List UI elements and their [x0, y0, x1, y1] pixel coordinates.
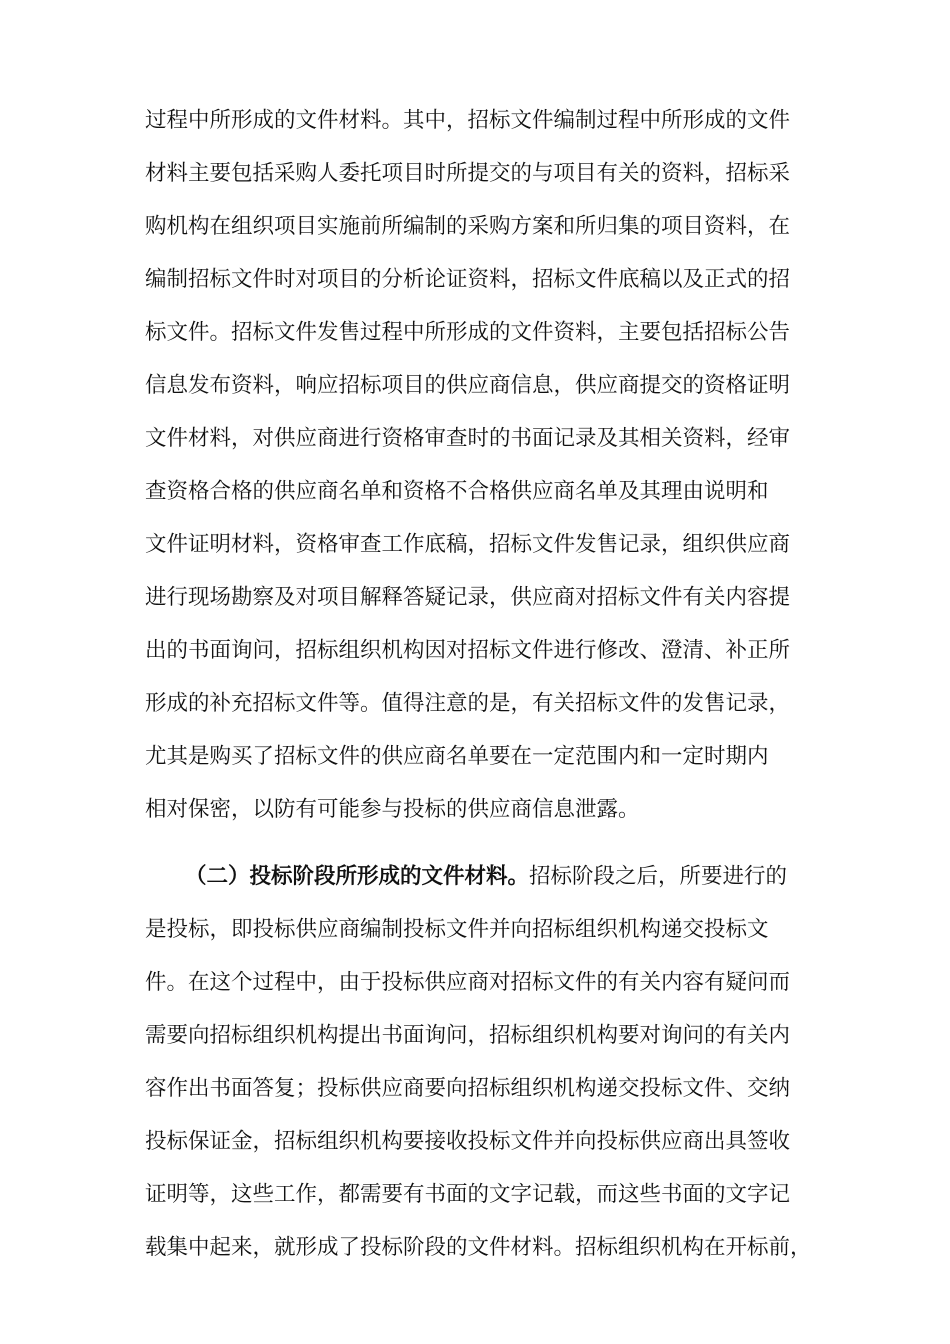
heading-continuation: 招标阶段之后，所要进行的	[529, 864, 788, 889]
paragraph-2-first-line	[185, 857, 835, 897]
text-line: 容作出书面答复；投标供应商要向招标组织机构递交投标文件、交纳	[145, 1076, 791, 1101]
text-line: 材料主要包括采购人委托项目时所提交的与项目有关的资料，招标采	[145, 161, 791, 186]
text-line: 形成的补充招标文件等。值得注意的是，有关招标文件的发售记录，	[145, 691, 791, 716]
text-line: 标文件。招标文件发售过程中所形成的文件资料，主要包括招标公告	[145, 320, 791, 345]
text-line: 是投标，即投标供应商编制投标文件并向招标组织机构递交投标文	[145, 917, 769, 942]
text-line: 需要向招标组织机构提出书面询问，招标组织机构要对询问的有关内	[145, 1023, 791, 1048]
text-line: 尤其是购买了招标文件的供应商名单要在一定范围内和一定时期内	[145, 744, 769, 769]
text-line: 相对保密，以防有可能参与投标的供应商信息泄露。	[145, 797, 640, 822]
section-heading: （二）投标阶段所形成的文件材料。	[185, 864, 530, 889]
text-line: 文件材料，对供应商进行资格审查时的书面记录及其相关资料，经审	[145, 426, 791, 451]
text-line: 件。在这个过程中，由于投标供应商对招标文件的有关内容有疑问而	[145, 970, 791, 995]
text-line: 出的书面询问，招标组织机构因对招标文件进行修改、澄清、补正所	[145, 638, 791, 663]
text-line: 购机构在组织项目实施前所编制的采购方案和所归集的项目资料，在	[145, 214, 791, 239]
text-line: 编制招标文件时对项目的分析论证资料，招标文件底稿以及正式的招	[145, 267, 791, 292]
text-line: 信息发布资料，响应招标项目的供应商信息，供应商提交的资格证明	[145, 373, 791, 398]
text-line: 进行现场勘察及对项目解释答疑记录，供应商对招标文件有关内容提	[145, 585, 791, 610]
text-line: 过程中所形成的文件材料。其中，招标文件编制过程中所形成的文件	[145, 108, 791, 133]
text-line: 文件证明材料，资格审查工作底稿，招标文件发售记录，组织供应商	[145, 532, 791, 557]
text-line: 投标保证金，招标组织机构要接收投标文件并向投标供应商出具签收	[145, 1129, 791, 1154]
text-line: 证明等，这些工作，都需要有书面的文字记载，而这些书面的文字记	[145, 1182, 791, 1207]
text-line: 载集中起来，就形成了投标阶段的文件材料。招标组织机构在开标前，	[145, 1235, 812, 1260]
text-line: 查资格合格的供应商名单和资格不合格供应商名单及其理由说明和	[145, 479, 769, 504]
